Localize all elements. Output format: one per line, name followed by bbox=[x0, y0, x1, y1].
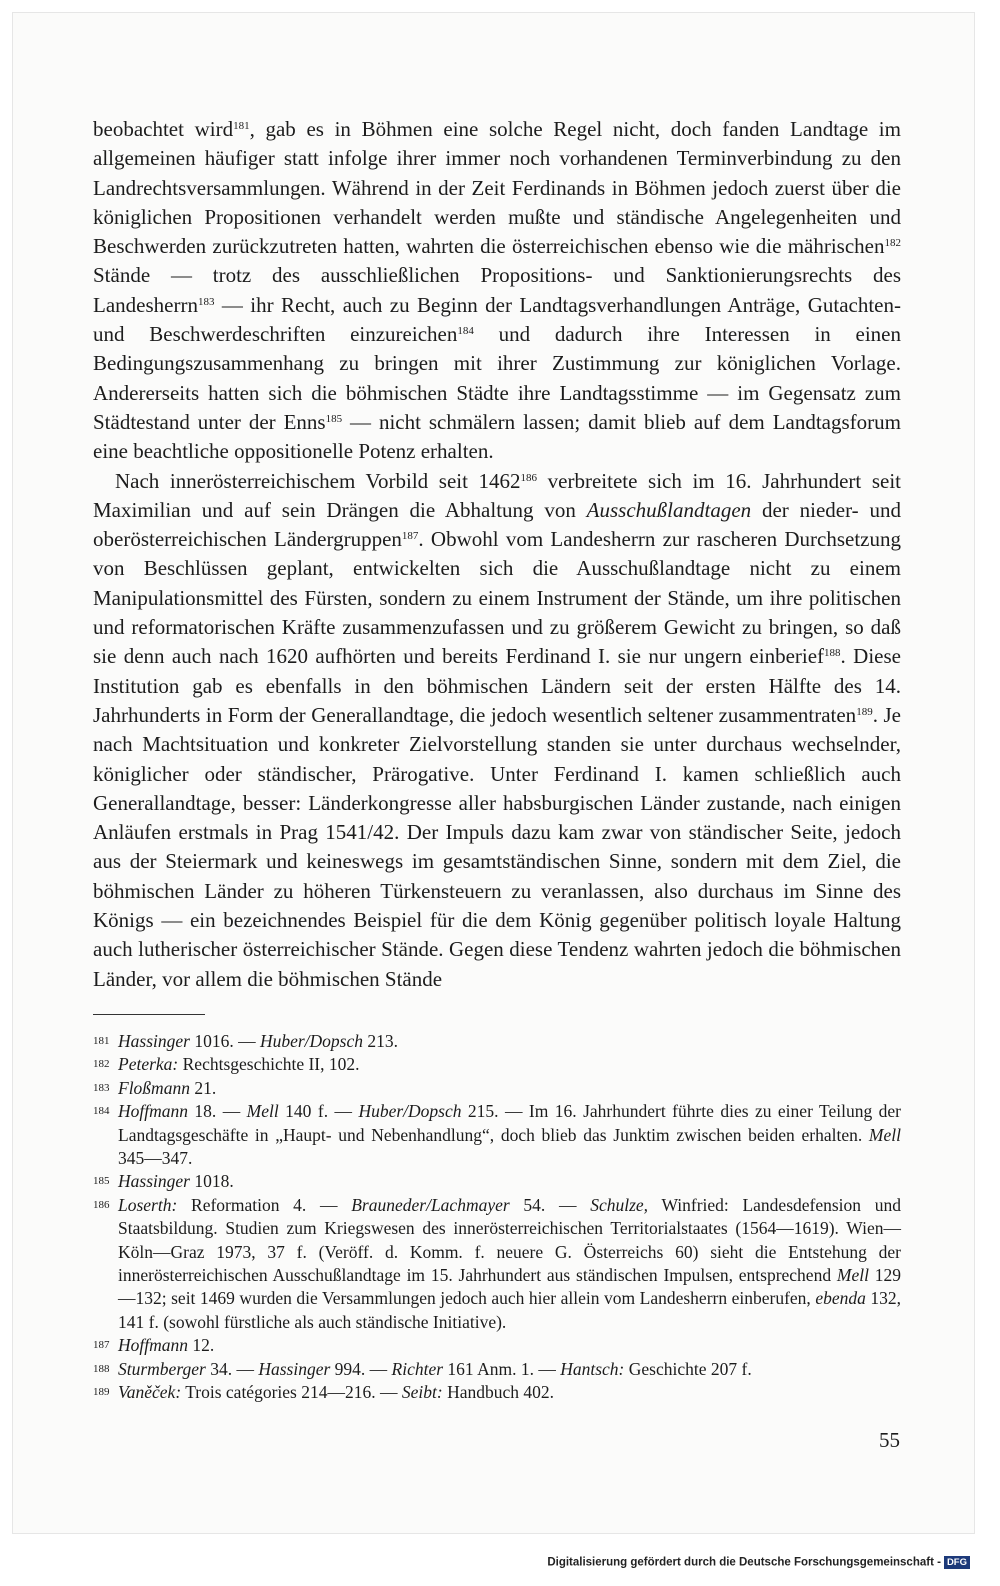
footnote-ref-187[interactable]: 187 bbox=[401, 530, 419, 543]
footnote-186: 186 Loserth: Reformation 4. — Brauneder/Lachmayer 54. — Schulze, Winfried: Landesdefension und Staatsbildung. Studien zum Kriegswesen des innerösterreichischen Territorialstaates (1564—1619). Wien—Köln—Graz 1973, 37 f. (Veröff. d. Komm. f. neuere G. Österreichs 60) sieht die Entstehung der innerösterreichischen Ausschußlandtage im 15. Jahrhundert aus ständischen Impulsen, entsprechend Mell 129—132; seit 1469 wurden die Versammlungen jedoch auch hier allein vom Landesherrn einberufen, ebenda 132, 141 f. (sowohl fürstliche als auch ständische Initiative). bbox=[93, 1194, 902, 1332]
paragraph-2: Nach innerösterreichischem Vorbild seit 1462$^{186}$ verbreitete sich im 16. Jahrhundert seit Maximilian und auf sein Drängen die Abhaltung von Ausschußlandtagen der nieder- und oberösterreichischen Ländergruppen$^{187}$. Obwohl vom Landesherrn zur rascheren Durchsetzung von Beschlüssen geplant, entwickelten sich die Ausschußlandtage nicht zu einem Manipulationsmittel des Fürsten, sondern zu einem Instrument der Stände, um ihre politischen und reformatorischen Kräfte zusammenzufassen und zu größerem Gewicht zu bringen, so daß sie denn auch nach 1620 aufhörten und bereits Ferdinand I. sie nur ungern einberief$^{188}$. Diese Institution gab es ebenfalls in den böhmischen Ländern seit der ersten Hälfte des 14. Jahrhunderts in Form der Generallandtage, die jedoch wesentlich seltener zusammentraten$^{189}$. Je nach Machtsituation und konkreter Zielvorstellung standen sie unter durchaus wechselnder, königlicher oder ständischer, Prärogative. Unter Ferdinand I. kamen schließlich auch Generallandtage, besser: Länderkongresse aller habsburgischen Länder zustande, nach einigen Anläufen erstmals in Prag 1541/42. Der Impuls dazu kam zwar von ständischer Seite, jedoch aus der Steiermark und keineswegs im gesamtständischen Sinne, sondern mit dem Ziel, die böhmischen Länder zu höheren Türkensteuern zu veranlassen, also durchaus im Sinne des Königs — ein bezeichnendes Beispiel für die dem König gegenüber politisch loyale Haltung auch lutherischer österreichischer Stände. Gegen diese Tendenz wahrten jedoch die böhmischen Länder, vor allem die böhmischen Stände bbox=[93, 468, 901, 991]
footnote-ref-182[interactable]: 182 bbox=[884, 237, 901, 250]
scanned-page bbox=[12, 12, 975, 1534]
page-number: 55 bbox=[879, 1428, 900, 1452]
footnote-188: 188 Sturmberger 34. — Hassinger 994. — Richter 161 Anm. 1. — Hantsch: Geschichte 207 f. bbox=[93, 1358, 752, 1379]
footnote-183: 183 Floßmann 21. bbox=[93, 1077, 217, 1098]
footnote-divider bbox=[93, 1014, 205, 1015]
footnote-ref-189[interactable]: 189 bbox=[856, 705, 873, 718]
credit-text: Digitalisierung gefördert durch die Deutsche Forschungsgemeinschaft - bbox=[547, 1556, 941, 1569]
footnote-ref-183[interactable]: 183 bbox=[197, 295, 215, 308]
footnote-184: 184 Hoffmann 18. — Mell 140 f. — Huber/Dopsch 215. — Im 16. Jahrhundert führte dies zu einer Teilung der Landtagsgeschäfte in „Haupt- und Nebenhandlung“, doch blieb das Junktim zwischen beiden erhalten. Mell 345—347. bbox=[93, 1101, 901, 1169]
digitization-credit bbox=[547, 1556, 970, 1569]
footnote-ref-185[interactable]: 185 bbox=[325, 412, 343, 425]
emphasis-term: Ausschußlandtagen bbox=[586, 497, 752, 522]
footnote-182: 182 Peterka: Rechtsgeschichte II, 102. bbox=[93, 1054, 360, 1075]
footnote-ref-184[interactable]: 184 bbox=[457, 325, 474, 338]
main-text bbox=[93, 115, 901, 994]
footnote-ref-186[interactable]: 186 bbox=[520, 471, 538, 484]
footnote-187: 187 Hoffmann 12. bbox=[93, 1335, 215, 1356]
footnotes bbox=[93, 1030, 901, 1405]
dfg-logo: DFG bbox=[944, 1556, 970, 1569]
footnote-ref-188[interactable]: 188 bbox=[824, 647, 841, 660]
footnote-189: 189 Vaněček: Trois catégories 214—216. — Seibt: Handbuch 402. bbox=[93, 1382, 554, 1403]
footnote-181: 181 Hassinger 1016. — Huber/Dopsch 213. bbox=[93, 1031, 398, 1051]
footnote-185: 185 Hassinger 1018. bbox=[93, 1171, 234, 1192]
paragraph-1: beobachtet wird$^{181}$, gab es in Böhmen eine solche Regel nicht, doch fanden Landtage im allgemeinen häufiger statt infolge ihrer immer noch vorhandenen Terminverbindung zu den Landrechtsversammlungen. Während in der Zeit Ferdinands in Böhmen jedoch zuerst über die königlichen Propositionen verhandelt werden mußte und ständische Angelegenheiten und Beschwerden zurückzutreten hatten, wahrten die österreichischen ebenso wie die mährischen$^{182}$ Stände — trotz des ausschließlichen Propositions- und Sanktionierungsrechts des Landesherrn$^{183}$ — ihr Recht, auch zu Beginn der Landtagsverhandlungen Anträge, Gutachten- und Beschwerdeschriften einzureichen$^{184}$ und dadurch ihre Interessen in einen Bedingungszusammenhang zu bringen mit ihrer Zustimmung zur königlichen Vorlage. Andererseits hatten sich die böhmischen Städte ihre Landtagsstimme — im Gegensatz zum Städtestand unter der Enns$^{185}$ — nicht schmälern lassen; damit blieb auf dem Landtagsforum eine beachtliche oppositionelle Potenz erhalten. bbox=[93, 117, 901, 464]
footnote-ref-181[interactable]: 181 bbox=[233, 120, 250, 132]
